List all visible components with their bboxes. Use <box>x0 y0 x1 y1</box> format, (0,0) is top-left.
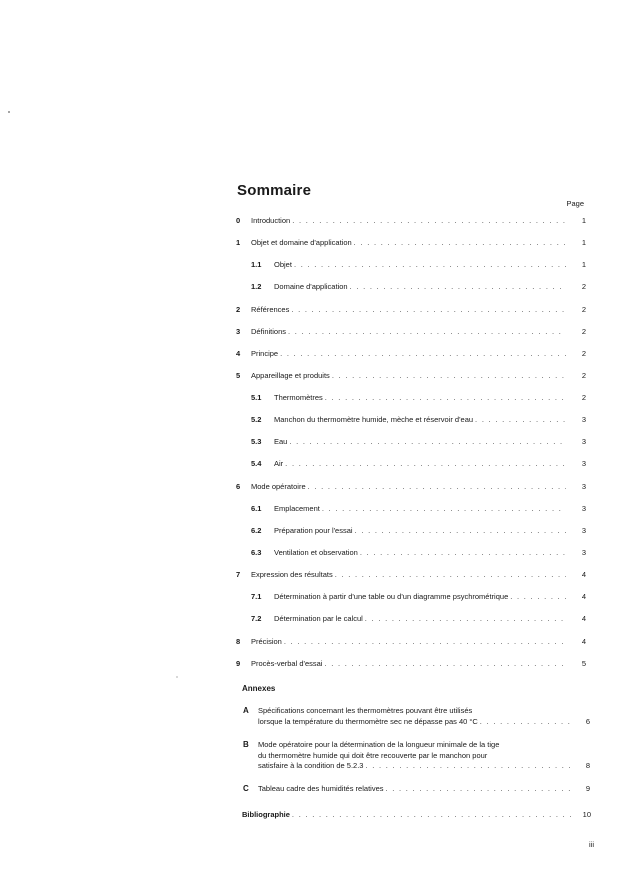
toc-entry[interactable] <box>236 214 586 228</box>
dot-leader <box>332 369 566 383</box>
toc-entry[interactable] <box>236 546 586 560</box>
toc-entry-number: 3 <box>236 327 241 336</box>
toc-entry-number: 5.1 <box>251 393 262 402</box>
dot-leader <box>308 480 566 494</box>
toc-entry-page: 4 <box>581 614 586 623</box>
dot-leader <box>285 457 566 471</box>
toc-entry[interactable] <box>236 502 586 516</box>
toc-entry-page: 3 <box>581 526 586 535</box>
toc-entry[interactable] <box>236 303 586 317</box>
toc-entry-label: Bibliographie <box>242 810 290 819</box>
toc-entry[interactable] <box>236 236 586 250</box>
toc-entry-label: Manchon du thermomètre humide, mèche et réservoir d'eau <box>274 415 474 424</box>
toc-entry-page: 3 <box>581 459 586 468</box>
toc-entry-number: 9 <box>236 659 241 668</box>
annex-text-line: Tableau cadre des humidités relatives <box>258 784 384 793</box>
toc-entry-number: 1 <box>236 238 241 247</box>
toc-entry[interactable] <box>236 524 586 538</box>
toc-entry-number: 0 <box>236 216 241 225</box>
toc-entry[interactable] <box>236 325 586 339</box>
toc-entry[interactable] <box>236 280 586 294</box>
toc-entry[interactable] <box>236 457 586 471</box>
toc-entry-label: Air <box>274 459 284 468</box>
toc-entry-label: Définitions <box>251 327 287 336</box>
toc-entry-page: 2 <box>581 393 586 402</box>
annex-entry[interactable] <box>243 740 590 774</box>
toc-entry-label: Expression des résultats <box>251 570 333 579</box>
dot-leader <box>292 214 566 228</box>
toc-entry-label: Précision <box>251 637 282 646</box>
annex-letter: C <box>243 784 249 793</box>
toc-entry-number: 7 <box>236 570 241 579</box>
toc-entry[interactable] <box>236 657 586 671</box>
dot-leader <box>365 612 566 626</box>
dot-leader <box>510 590 566 604</box>
toc-entry-page: 4 <box>581 592 586 601</box>
toc-entry-number: 6.3 <box>251 548 262 557</box>
dot-leader <box>365 761 570 772</box>
toc-entry[interactable] <box>236 612 586 626</box>
toc-entry-page: 4 <box>581 570 586 579</box>
annex-text-line: du thermomètre humide qui doit être recouverte par le manchon pour <box>258 750 488 760</box>
footer-page-number: iii <box>589 840 594 849</box>
toc-entry-number: 6.2 <box>251 526 262 535</box>
toc-entry-label: Introduction <box>251 216 291 225</box>
dot-leader <box>292 808 571 822</box>
toc-entry-label: Objet <box>274 260 292 269</box>
toc-entry-number: 7.1 <box>251 592 262 601</box>
dot-leader <box>325 391 566 405</box>
annex-page: 9 <box>585 784 590 793</box>
dot-leader <box>322 502 566 516</box>
toc-entry[interactable] <box>236 347 586 361</box>
annex-text-line: Mode opératoire pour la détermination de la longueur minimale de la tige <box>258 740 500 749</box>
annex-page: 6 <box>585 716 590 726</box>
toc-entry[interactable] <box>236 391 586 405</box>
toc-entry-page: 10 <box>582 810 591 819</box>
toc-entry[interactable] <box>236 413 586 427</box>
toc-entry-number: 2 <box>236 305 241 314</box>
dot-leader <box>289 435 566 449</box>
toc-entry[interactable] <box>236 635 586 649</box>
toc-entry-page: 5 <box>581 659 586 668</box>
annex-entry[interactable] <box>243 784 590 797</box>
toc-entry-number: 4 <box>236 349 241 358</box>
annexes-heading: Annexes <box>242 684 276 693</box>
page-title: Sommaire <box>237 182 312 199</box>
dot-leader <box>294 258 566 272</box>
dot-leader <box>354 236 566 250</box>
annex-text-line: lorsque la température du thermomètre sec ne dépasse pas 40 °C <box>258 716 478 726</box>
annex-text-line: Spécifications concernant les thermomètres pouvant être utilisés <box>258 706 473 715</box>
toc-entry[interactable] <box>236 435 586 449</box>
dot-leader <box>335 568 566 582</box>
toc-entry-number: 1.1 <box>251 260 262 269</box>
scan-speck <box>8 111 10 113</box>
toc-entry-page: 3 <box>581 437 586 446</box>
dot-leader <box>360 546 566 560</box>
annex-letter: B <box>243 740 249 749</box>
dot-leader <box>386 784 571 795</box>
toc-entry-number: 5.4 <box>251 459 262 468</box>
toc-entry-label: Détermination par le calcul <box>274 614 363 623</box>
toc-entry-page: 2 <box>581 327 586 336</box>
toc-entry-page: 3 <box>581 415 586 424</box>
annex-page: 8 <box>585 761 590 770</box>
dot-leader <box>475 413 566 427</box>
dot-leader <box>280 347 566 361</box>
toc-entry-page: 1 <box>581 260 586 269</box>
toc-entry-number: 6 <box>236 482 241 491</box>
toc-entry-label: Appareillage et produits <box>251 371 330 380</box>
toc-entry[interactable] <box>236 480 586 494</box>
scan-speck <box>176 676 178 678</box>
dot-leader <box>288 325 566 339</box>
toc-entry-label: Thermomètres <box>274 393 323 402</box>
dot-leader <box>291 303 566 317</box>
toc-entry-label: Références <box>251 305 290 314</box>
toc-entry-label: Détermination à partir d'une table ou d'un diagramme psychrométrique <box>274 592 509 601</box>
page-column-header: Page <box>566 199 584 208</box>
toc-entry[interactable] <box>236 369 586 383</box>
toc-entry-label: Mode opératoire <box>251 482 306 491</box>
toc-entry-number: 5.3 <box>251 437 262 446</box>
toc-entry-label: Ventilation et observation <box>274 548 358 557</box>
dot-leader <box>284 635 566 649</box>
toc-entry-number: 6.1 <box>251 504 262 513</box>
toc-entry[interactable] <box>236 258 586 272</box>
toc-entry-page: 2 <box>581 371 586 380</box>
toc-entry-page: 3 <box>581 482 586 491</box>
toc-entry-label: Eau <box>274 437 288 446</box>
toc-entry-bibliography[interactable] <box>242 808 591 822</box>
toc-entry-label: Domaine d'application <box>274 282 348 291</box>
toc-entry-number: 5.2 <box>251 415 262 424</box>
toc-entry-number: 1.2 <box>251 282 262 291</box>
toc-entry-label: Objet et domaine d'application <box>251 238 352 247</box>
toc-entry[interactable] <box>236 590 586 604</box>
toc-entry-page: 2 <box>581 349 586 358</box>
dot-leader <box>355 524 566 538</box>
toc-entry-page: 4 <box>581 637 586 646</box>
toc-entry-number: 8 <box>236 637 241 646</box>
toc-entry-page: 2 <box>581 305 586 314</box>
dot-leader <box>324 657 566 671</box>
toc-entry-label: Principe <box>251 349 279 358</box>
toc-entry[interactable] <box>236 568 586 582</box>
toc-entry-label: Préparation pour l'essai <box>274 526 353 535</box>
toc-entry-number: 7.2 <box>251 614 262 623</box>
toc-entry-page: 1 <box>581 216 586 225</box>
dot-leader <box>350 280 566 294</box>
toc-entry-label: Emplacement <box>274 504 320 513</box>
toc-entry-number: 5 <box>236 371 241 380</box>
annex-text-line: satisfaire à la condition de 5.2.3 <box>258 761 364 770</box>
annex-entry[interactable] <box>243 706 590 729</box>
toc-entry-page: 1 <box>581 238 586 247</box>
toc-entry-page: 3 <box>581 504 586 513</box>
annex-letter: A <box>243 706 249 715</box>
toc-entry-label: Procès-verbal d'essai <box>251 659 323 668</box>
toc-entry-page: 3 <box>581 548 586 557</box>
toc-entry-page: 2 <box>581 282 586 291</box>
dot-leader <box>480 717 570 728</box>
